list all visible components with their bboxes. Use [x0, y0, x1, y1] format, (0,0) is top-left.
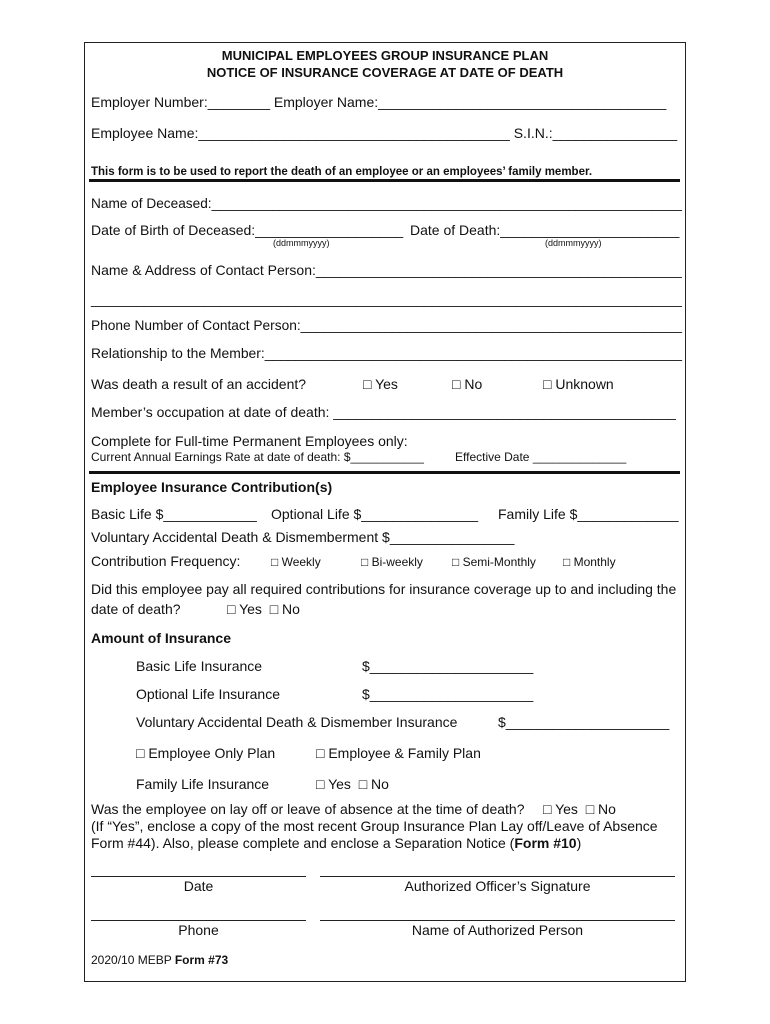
- section-rule: [89, 471, 680, 474]
- employee-fields[interactable]: Employee Name:________________________________________ S.I.N.:________________: [91, 125, 678, 141]
- occupation-field[interactable]: Member’s occupation at date of death: ____________________________________________: [91, 404, 676, 420]
- accident-unknown-checkbox[interactable]: □ Unknown: [543, 376, 614, 392]
- contributions-paid-question-cont: date of death?: [91, 601, 181, 617]
- effective-date-field[interactable]: Effective Date ______________: [455, 450, 627, 464]
- employee-family-plan-checkbox[interactable]: □ Employee & Family Plan: [316, 745, 481, 761]
- employer-fields[interactable]: Employer Number:________ Employer Name:_____________________________________: [91, 94, 667, 110]
- contact-address-line[interactable]: ______________________________________________________________________________: [91, 291, 682, 307]
- form-notice: This form is to be used to report the death of an employee or an employees’ family member.: [91, 166, 593, 178]
- form-footer: [91, 952, 228, 968]
- amount-vadd-field[interactable]: $_____________________: [498, 714, 670, 730]
- authorized-name-line[interactable]: [320, 920, 675, 921]
- amount-optional-label: Optional Life Insurance: [136, 686, 280, 702]
- date-label: Date: [183, 878, 214, 894]
- form-10-ref: Form #10: [514, 835, 577, 851]
- phone-label: Phone: [178, 922, 219, 938]
- footer-version: 2020/10 MEBP: [91, 953, 175, 967]
- phone-line[interactable]: [91, 920, 306, 921]
- layoff-note-text: Form #44). Also, please complete and enclose a Separation Notice (: [91, 835, 515, 851]
- date-signature-line[interactable]: [91, 876, 306, 877]
- deceased-name-field[interactable]: Name of Deceased:______________________________________________________________: [91, 195, 683, 211]
- footer-form-number: Form #73: [174, 953, 229, 967]
- vadd-field[interactable]: Voluntary Accidental Death & Dismemberment $________________: [91, 529, 515, 545]
- amount-optional-field[interactable]: $_____________________: [362, 686, 534, 702]
- optional-life-field[interactable]: Optional Life $_______________: [271, 506, 479, 522]
- accident-yes-checkbox[interactable]: □ Yes: [363, 376, 398, 392]
- family-insurance-label: Family Life Insurance: [136, 776, 270, 792]
- frequency-label: Contribution Frequency:: [91, 553, 241, 569]
- freq-monthly-checkbox[interactable]: □ Monthly: [563, 555, 616, 569]
- amount-section-title: Amount of Insurance: [91, 630, 232, 646]
- basic-life-field[interactable]: Basic Life $____________: [91, 506, 257, 522]
- dob-field[interactable]: Date of Birth of Deceased:___________________: [91, 222, 404, 238]
- amount-basic-field[interactable]: $_____________________: [362, 658, 534, 674]
- officer-signature-line[interactable]: [320, 876, 675, 877]
- dod-format-hint: (ddmmmyyyy): [545, 238, 602, 248]
- family-life-field[interactable]: Family Life $_____________: [498, 506, 679, 522]
- contributions-paid-yes-no[interactable]: □ Yes □ No: [227, 601, 300, 617]
- amount-basic-label: Basic Life Insurance: [136, 658, 263, 674]
- layoff-note: (If “Yes”, enclose a copy of the most recent Group Insurance Plan Lay off/Leave of Absence: [91, 818, 658, 834]
- layoff-note-cont: [91, 835, 581, 851]
- layoff-note-end: ): [576, 835, 582, 851]
- layoff-question: Was the employee on lay off or leave of absence at the time of death?: [91, 801, 525, 817]
- form-title: MUNICIPAL EMPLOYEES GROUP INSURANCE PLAN: [221, 48, 549, 63]
- freq-biweekly-checkbox[interactable]: □ Bi-weekly: [361, 555, 423, 569]
- family-insurance-yes-no[interactable]: □ Yes □ No: [316, 776, 389, 792]
- authorized-name-label: Name of Authorized Person: [411, 922, 584, 938]
- dob-format-hint: (ddmmmyyyy): [273, 238, 330, 248]
- dod-field[interactable]: Date of Death:_______________________: [410, 222, 680, 238]
- amount-vadd-label: Voluntary Accidental Death & Dismember Insurance: [136, 714, 458, 730]
- form-subtitle: NOTICE OF INSURANCE COVERAGE AT DATE OF DEATH: [206, 65, 564, 80]
- section-rule: [89, 179, 680, 182]
- employee-only-plan-checkbox[interactable]: □ Employee Only Plan: [136, 745, 276, 761]
- accident-question: Was death a result of an accident?: [91, 376, 307, 392]
- freq-weekly-checkbox[interactable]: □ Weekly: [271, 555, 321, 569]
- contribution-section-title: Employee Insurance Contribution(s): [91, 479, 333, 495]
- layoff-yes-no[interactable]: □ Yes □ No: [543, 801, 616, 817]
- fulltime-heading: Complete for Full-time Permanent Employees only:: [91, 433, 408, 449]
- accident-no-checkbox[interactable]: □ No: [452, 376, 483, 392]
- contact-name-address-field[interactable]: Name & Address of Contact Person:_______________________________________________: [91, 262, 682, 278]
- contributions-paid-question: Did this employee pay all required contributions for insurance coverage up to and including the: [91, 581, 677, 597]
- contact-phone-field[interactable]: Phone Number of Contact Person:__________________________________________________: [91, 317, 683, 333]
- relationship-field[interactable]: Relationship to the Member:______________________________________________________: [91, 345, 683, 361]
- earnings-field[interactable]: Current Annual Earnings Rate at date of death: $___________: [91, 450, 424, 464]
- officer-signature-label: Authorized Officer’s Signature: [404, 878, 591, 894]
- freq-semimonthly-checkbox[interactable]: □ Semi-Monthly: [452, 555, 536, 569]
